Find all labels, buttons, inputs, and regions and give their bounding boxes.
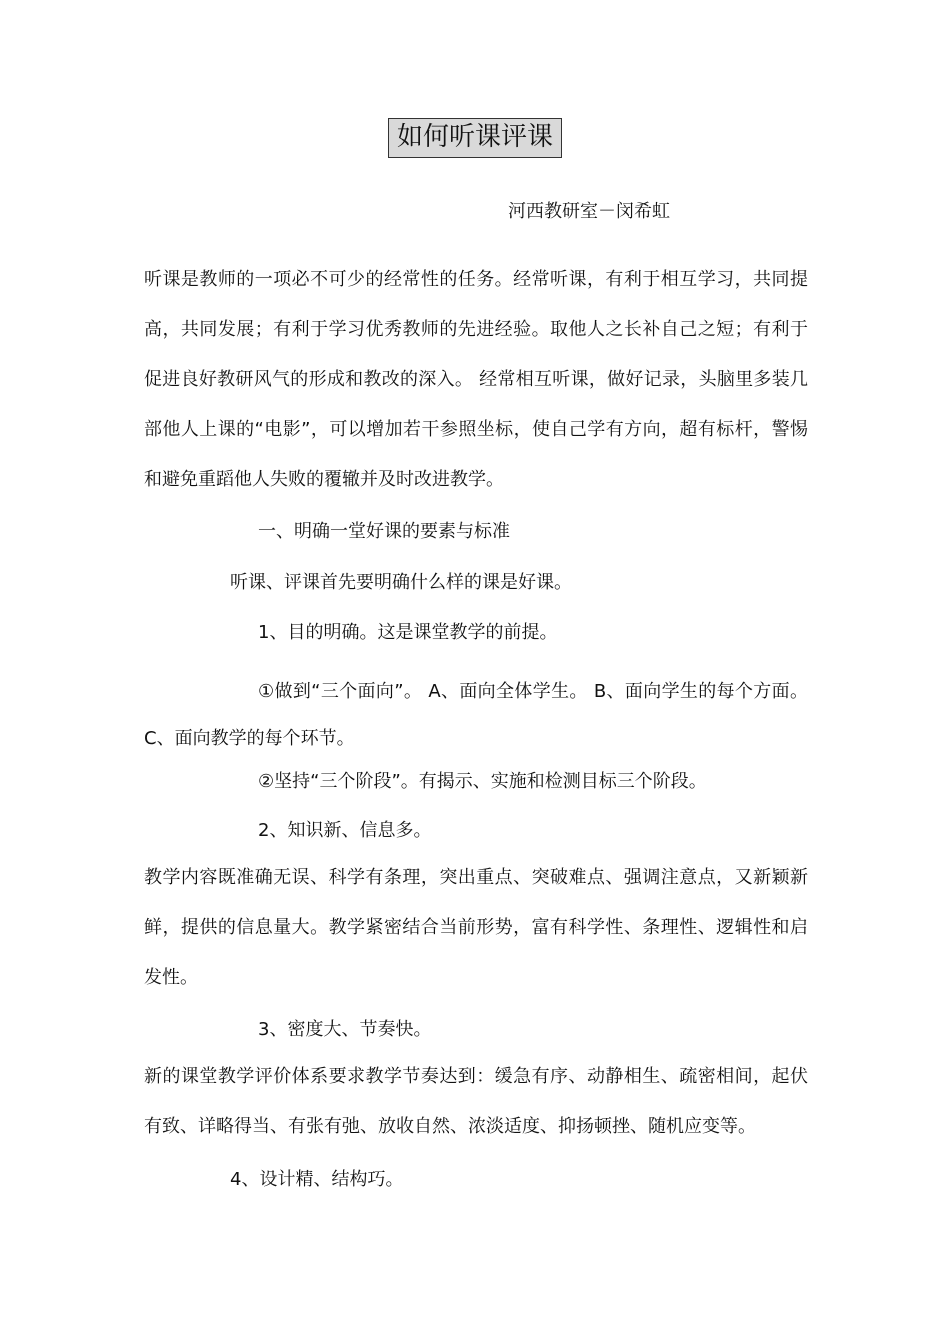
- intro-paragraph: 听课是教师的一项必不可少的经常性的任务。经常听课，有利于相互学习，共同提高，共同发展；有利于学习优秀教师的先进经验。取他人之长补自己之短；有利于促进良好教研风气的形成和教改的深入。 经常相互听课，做好记录，头脑里多装几部他人上课的“电影”，可以增加若干参照坐标，使自己学有方向，超有标杆，警惕和避免重蹈他人失败的覆辙并及时改进教学。: [144, 269, 808, 490]
- point-1b-line: ②坚持“三个阶段”。有揭示、实施和检测目标三个阶段。: [258, 771, 707, 792]
- document-title: 如何听课评课: [388, 118, 562, 158]
- section-heading: 一、明确一堂好课的要素与标准: [258, 521, 510, 542]
- point-1-heading: 1、目的明确。这是课堂教学的前提。: [258, 622, 558, 643]
- point-3-heading: 3、密度大、节奏快。: [258, 1019, 432, 1040]
- section-lead: 听课、评课首先要明确什么样的课是好课。: [230, 572, 572, 593]
- point-2-paragraph: 教学内容既准确无误、科学有条理，突出重点、突破难点、强调注意点，又新颖新鲜，提供的信息量大。教学紧密结合当前形势，富有科学性、条理性、逻辑性和启发性。: [144, 867, 808, 988]
- point-4-heading: 4、设计精、结构巧。: [230, 1169, 404, 1190]
- point-1a-paragraph: ①做到“三个面向”。 A、面向全体学生。 B、面向学生的每个方面。C、面向教学的每个环节。: [144, 681, 808, 749]
- point-3-paragraph: 新的课堂教学评价体系要求教学节奏达到：缓急有序、动静相生、疏密相间，起伏有致、详略得当、有张有弛、放收自然、浓淡适度、抑扬顿挫、随机应变等。: [144, 1066, 808, 1137]
- point-2-heading: 2、知识新、信息多。: [258, 820, 432, 841]
- author-line: 河西教研室－闵希虹: [508, 201, 670, 222]
